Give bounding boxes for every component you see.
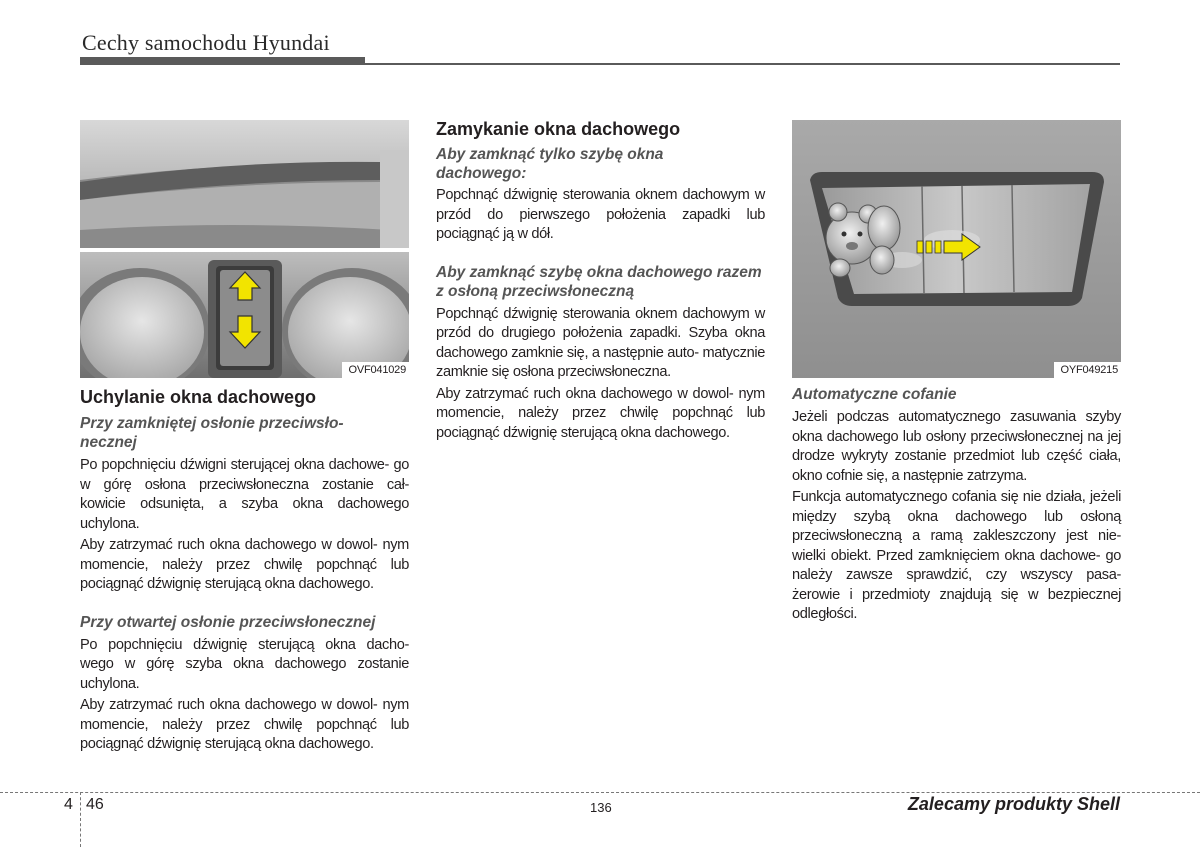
paragraph: Aby zatrzymać ruch okna dachowego w dowol- nym momencie, należy przez chwilę popchnąć lub pociągnąć dźwignię sterującą okna dachowego. <box>80 697 409 752</box>
left-column <box>80 386 409 755</box>
page-number: 46 <box>86 796 104 813</box>
header-rule <box>365 63 1120 65</box>
sunroof-switch-illustration <box>80 120 409 378</box>
sunroof-switch-figure <box>80 120 409 378</box>
figure-code: OVF041029 <box>342 362 409 378</box>
footer-vertical-dashed-line <box>80 792 81 847</box>
paragraph: Popchnąć dźwignię sterowania oknem dachowym w przód do pierwszego położenia zapadki lub pociągnąć ją w dół. <box>436 187 765 242</box>
section-number: 4 <box>64 796 73 813</box>
header-bar <box>80 57 365 65</box>
subheading: Automatyczne cofanie <box>792 386 957 403</box>
paragraph: Funkcja automatycznego cofania się nie działa, jeżeli między szybą okna dachowego lub osłoną przeciwsłoneczną a ramą zakleszczony jest nie- wielki obiekt. Przed zamknięciem okna dachowe- go należy zawsze sprawdzić, czy wszyscy pasa- żerowie i przedmioty znajdują się w bezpiecznej odległości. <box>792 489 1121 622</box>
section-heading: Zamykanie okna dachowego <box>436 119 681 139</box>
subheading: Aby zamknąć szybę okna dachowego razem z osłoną przeciwsłoneczną <box>436 263 762 300</box>
section-heading: Uchylanie okna dachowego <box>80 387 317 407</box>
sunroof-auto-reverse-figure <box>792 120 1121 378</box>
paragraph: Jeżeli podczas automatycznego zasuwania szyby okna dachowego lub osłony przeciwsłonecznej na jej drodze wykryty zostanie przedmiot lub część ciała, okno cofnie się, a następnie zatrzyma. <box>792 409 1121 484</box>
subheading: Przy otwartej osłonie przeciwsłonecznej <box>80 613 376 631</box>
paragraph: Po popchnięciu dźwignię sterującą okna dacho- wego w górę szyba okna dachowego zostanie uchylona. <box>80 636 409 692</box>
page-header-title: Cechy samochodu Hyundai <box>82 30 330 55</box>
paragraph: Aby zatrzymać ruch okna dachowego w dowol- nym momencie, należy przez chwilę popchnąć lub pociągnąć dźwignię sterującą okna dachowego. <box>436 385 765 441</box>
paragraph: Popchnąć dźwignię sterowania oknem dachowym w przód do drugiego położenia zapadki. Szyba okna dachowego zamknie się, a następnie auto- matycznie zamknie się osłona przeciwsłoneczna. <box>436 305 765 380</box>
subheading: Aby zamknąć tylko szybę okna dachowego: <box>436 146 664 182</box>
figure-code: OYF049215 <box>1054 362 1121 378</box>
right-column <box>792 385 1121 625</box>
subheading: Przy zamkniętej osłonie przeciwsło- necznej <box>80 415 344 451</box>
paragraph: Po popchnięciu dźwigni sterującej okna dachowe- go w górę osłona przeciwsłoneczna zostanie cał- kowicie odsunięta, a szyba okna dachowego uchylona. <box>80 457 409 532</box>
auto-reverse-illustration <box>792 120 1121 378</box>
footer-brand: Zalecamy produkty Shell <box>907 794 1120 814</box>
footer-dashed-line <box>0 792 1200 793</box>
middle-column <box>436 118 765 443</box>
paragraph: Aby zatrzymać ruch okna dachowego w dowol- nym momencie, należy przez chwilę popchnąć lub pociągnąć dźwignię sterującą okna dachowego. <box>80 537 409 592</box>
center-page-number: 136 <box>590 800 612 815</box>
